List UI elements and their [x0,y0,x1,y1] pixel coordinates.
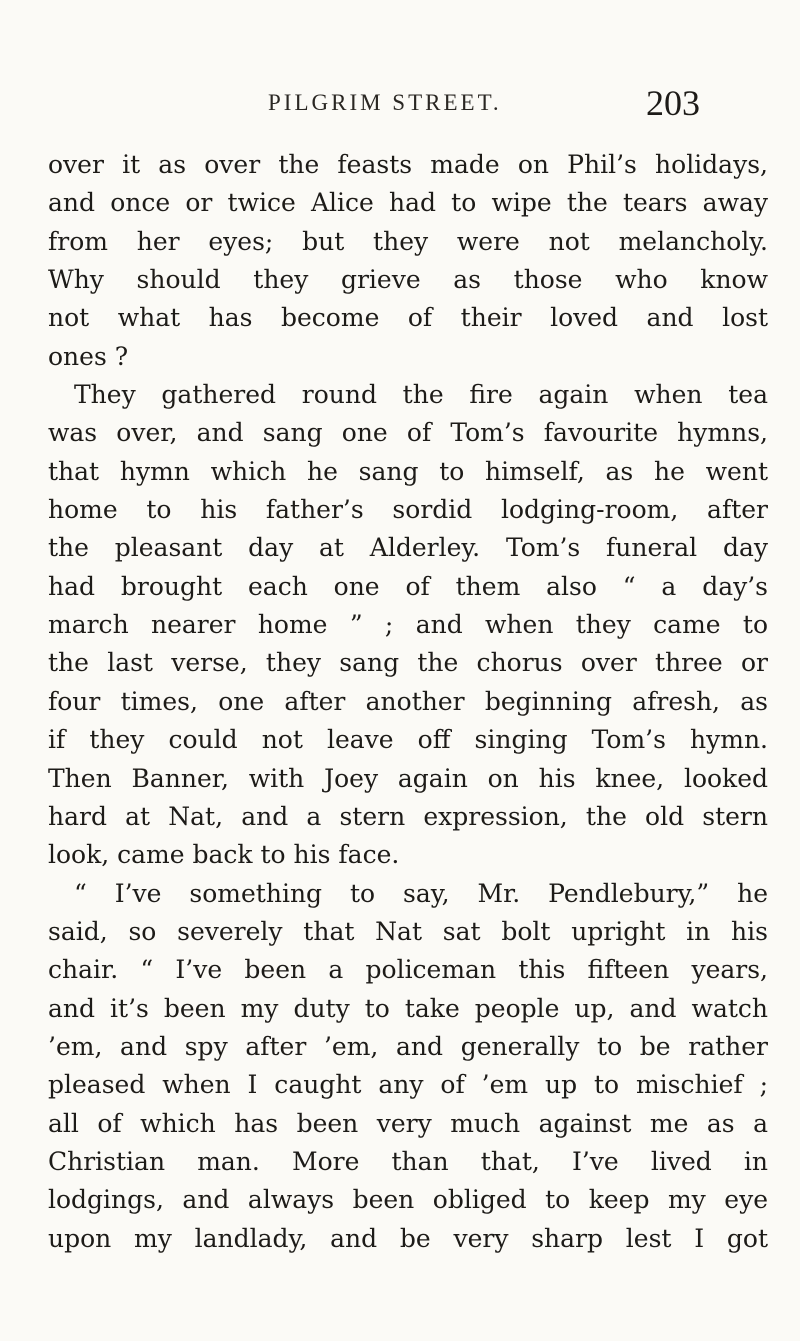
text-line: from her eyes; but they were not melancholy. [48,226,768,256]
text-line: upon my landlady, and be very sharp lest I got [48,1223,768,1253]
text-line: chair. “ I’ve been a policeman this fifteen years, [48,955,768,985]
text-line: if they could not leave off singing Tom’s hymn. [48,725,768,755]
text-line: Then Banner, with Joey again on his knee, looked [48,763,768,793]
text-line: was over, and sang one of Tom’s favourite hymns, [48,418,768,448]
text-line: that hymn which he sang to himself, as he went [48,456,768,486]
text-line: all of which has been very much against me as a [48,1108,768,1138]
text-line: They gathered round the fire again when tea [74,380,768,410]
text-line: hard at Nat, and a stern expression, the old stern [48,801,768,831]
text-line: look, came back to his face. [48,840,400,870]
text-line: ones ? [48,341,129,371]
body-text [48,146,768,1258]
text-line: “ I’ve something to say, Mr. Pendlebury,” he [74,878,768,908]
text-line: four times, one after another beginning afresh, as [48,686,768,716]
text-line: Why should they grieve as those who know [48,265,768,295]
text-line: lodgings, and always been obliged to keep my eye [48,1185,768,1215]
text-line: had brought each one of them also “ a day’s [48,571,768,601]
text-line: pleased when I caught any of ’em up to mischief ; [48,1070,768,1100]
running-title: PILGRIM STREET. [268,90,502,115]
text-line: march nearer home ” ; and when they came to [48,610,768,640]
text-line: over it as over the feasts made on Phil’s holidays, [48,150,768,179]
running-head [0,82,800,122]
text-line: and once or twice Alice had to wipe the tears away [48,188,768,218]
text-line: the pleasant day at Alderley. Tom’s funeral day [48,533,768,563]
text-line: home to his father’s sordid lodging-room, after [48,495,768,525]
text-line: not what has become of their loved and lost [48,303,768,333]
page-number: 203 [646,83,700,123]
text-line: Christian man. More than that, I’ve lived in [48,1146,768,1176]
text-line: and it’s been my duty to take people up, and watch [48,993,768,1023]
text-line: said, so severely that Nat sat bolt upright in his [48,916,768,946]
text-line: the last verse, they sang the chorus over three or [48,648,768,678]
text-line: ’em, and spy after ’em, and generally to be rather [48,1031,768,1061]
